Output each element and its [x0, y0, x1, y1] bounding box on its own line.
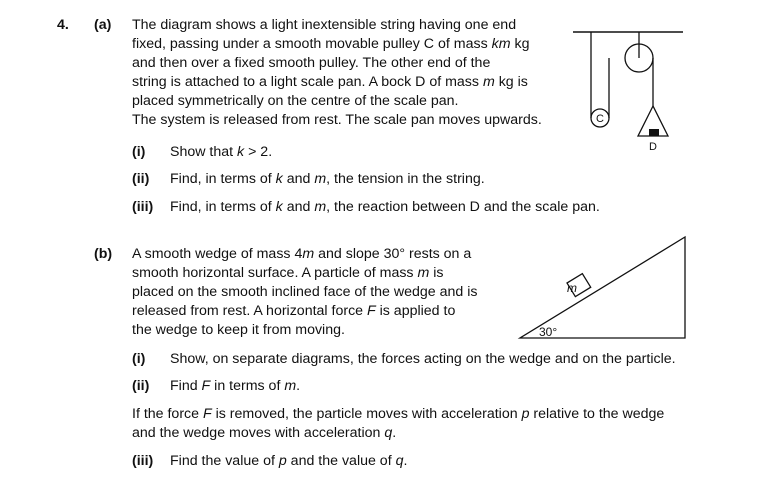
- part-a-line: The diagram shows a light inextensible string having one end: [132, 17, 517, 33]
- part-a-line: placed symmetrically on the centre of the scale pan.: [132, 93, 459, 109]
- wedge-diagram: [518, 232, 694, 347]
- part-a-line: string is attached to a light scale pan. A bock D of mass m kg is: [132, 74, 528, 90]
- particle-label: m: [567, 281, 577, 295]
- question-number: 4.: [57, 17, 69, 33]
- part-a-line: and then over a fixed smooth pulley. The other end of the: [132, 55, 491, 71]
- math-variable: km: [491, 36, 511, 52]
- subpart-b-iii-text: Find the value of p and the value of q.: [170, 453, 408, 469]
- subpart-a-iii-label: (iii): [132, 199, 154, 215]
- part-b-line: placed on the smooth inclined face of the wedge and is: [132, 284, 478, 300]
- math-variable: q: [395, 453, 404, 469]
- subpart-a-ii-text: Find, in terms of k and m, the tension in the string.: [170, 171, 485, 187]
- wedge: [520, 237, 685, 338]
- math-variable: p: [521, 406, 530, 422]
- math-variable: q: [384, 425, 393, 441]
- part-b-line: released from rest. A horizontal force F is applied to: [132, 303, 456, 319]
- part-a-label: (a): [94, 17, 112, 33]
- block-d-label: D: [649, 141, 657, 153]
- math-variable: k: [275, 199, 283, 215]
- subpart-a-ii-label: (ii): [132, 171, 150, 187]
- math-variable: m: [302, 246, 315, 262]
- subpart-a-i-label: (i): [132, 144, 146, 160]
- math-variable: m: [417, 265, 430, 281]
- part-a-line: fixed, passing under a smooth movable pulley C of mass km kg: [132, 36, 530, 52]
- part-b-label: (b): [94, 246, 113, 262]
- subpart-a-iii-text: Find, in terms of k and m, the reaction between D and the scale pan.: [170, 199, 600, 215]
- follow-up-line: and the wedge moves with acceleration q.: [132, 425, 397, 441]
- math-variable: m: [284, 378, 297, 394]
- part-b-line: A smooth wedge of mass 4m and slope 30° rests on a: [132, 246, 472, 262]
- math-variable: k: [237, 144, 245, 160]
- follow-up-paragraph: [132, 405, 664, 443]
- math-variable: m: [482, 74, 495, 90]
- math-variable: m: [314, 171, 327, 187]
- subpart-b-i-label: (i): [132, 351, 146, 367]
- part-a-paragraph: [132, 16, 542, 130]
- math-variable: F: [201, 378, 211, 394]
- block-d: [649, 129, 659, 136]
- subpart-b-iii-label: (iii): [132, 453, 154, 469]
- subpart-b-ii-label: (ii): [132, 378, 150, 394]
- part-b-line: smooth horizontal surface. A particle of mass m is: [132, 265, 444, 281]
- part-b-paragraph: [132, 245, 477, 340]
- math-variable: F: [202, 406, 212, 422]
- math-variable: m: [314, 199, 327, 215]
- subpart-b-i-text: Show, on separate diagrams, the forces acting on the wedge and on the particle.: [170, 351, 676, 367]
- subpart-b-ii-text: Find F in terms of m.: [170, 378, 301, 394]
- angle-label: 30°: [539, 325, 558, 339]
- math-variable: F: [367, 303, 376, 319]
- part-b-line: the wedge to keep it from moving.: [132, 322, 345, 338]
- pulley-c-label: C: [596, 113, 604, 125]
- subpart-a-i-text: Show that k > 2.: [170, 144, 273, 160]
- math-variable: p: [278, 453, 287, 469]
- pulley-diagram: [555, 20, 705, 170]
- math-variable: k: [275, 171, 283, 187]
- follow-up-line: If the force F is removed, the particle moves with acceleration p relative to the wedge: [132, 406, 665, 422]
- part-a-line: The system is released from rest. The scale pan moves upwards.: [132, 112, 542, 128]
